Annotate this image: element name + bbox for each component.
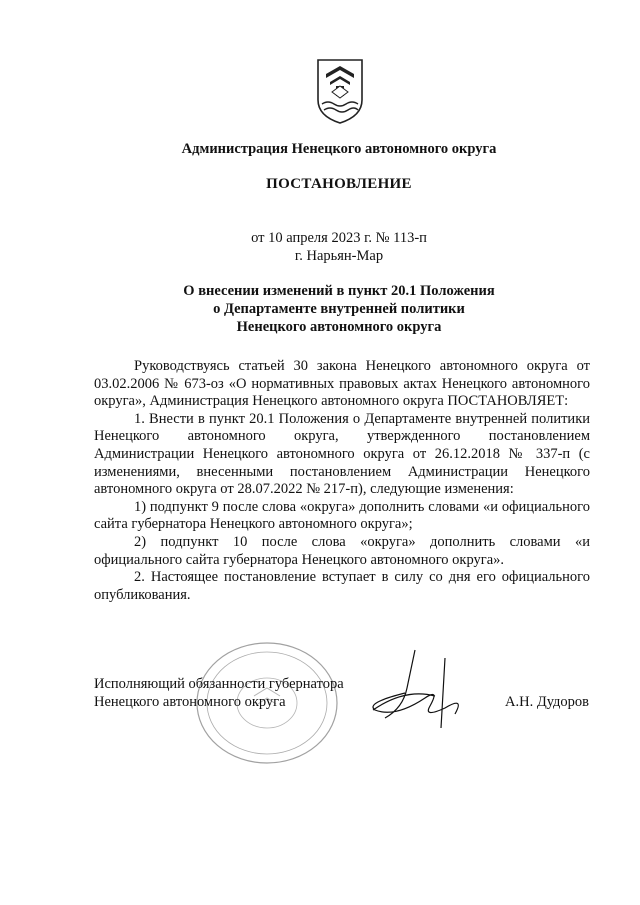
subject-line-1: О внесении изменений в пункт 20.1 Положения [183,283,495,299]
signatory-position [94,676,344,711]
date-number-line: от 10 апреля 2023 г. № 113-п [251,230,427,246]
document-subject [90,282,588,336]
coat-of-arms-emblem [314,56,366,126]
document-body [94,358,590,604]
document-type: ПОСТАНОВЛЕНИЕ [266,176,412,192]
item-1-paragraph: 1. Внести в пункт 20.1 Положения о Департаменте внутренней политики Ненецкого автономного округа, утвержденного постановлением Администрации Ненецкого автономного округа от 26.12.2018 № 337-п (с изменениями, внесенными постановлением Администрации Ненецкого автономного округа от 28.07.2022 № 217-п), следующие изменения: [94,410,590,498]
subject-line-3: Ненецкого автономного округа [236,319,442,335]
signatory-position-line-2: Ненецкого автономного округа [94,693,286,710]
signatory-position-line-1: Исполняющий обязанности губернатора [94,676,344,692]
signatory-name: А.Н. Дудоров [505,694,590,710]
subitem-2-paragraph: 2) подпункт 10 после слова «округа» дополнить словами «и официального сайта губернатора Ненецкого автономного округа». [94,533,590,568]
item-2-paragraph: 2. Настоящее постановление вступает в силу со дня его официального опубликования. [94,569,590,603]
organization-name: Администрация Ненецкого автономного округа [181,141,497,157]
preamble-paragraph: Руководствуясь статьей 30 закона Ненецкого автономного округа от 03.02.2006 № 673-оз «О нормативных правовых актах Ненецкого автономного округа», Администрация Ненецкого автономного округа ПОСТАНОВЛЯЕТ: [94,358,590,410]
city-line: г. Нарьян-Мар [294,248,384,264]
handwritten-signature [345,648,475,733]
subject-line-2: о Департаменте внутренней политики [213,301,465,317]
subitem-1-paragraph: 1) подпункт 9 после слова «округа» дополнить словами «и официального сайта губернатора Ненецкого автономного округа»; [94,498,590,533]
